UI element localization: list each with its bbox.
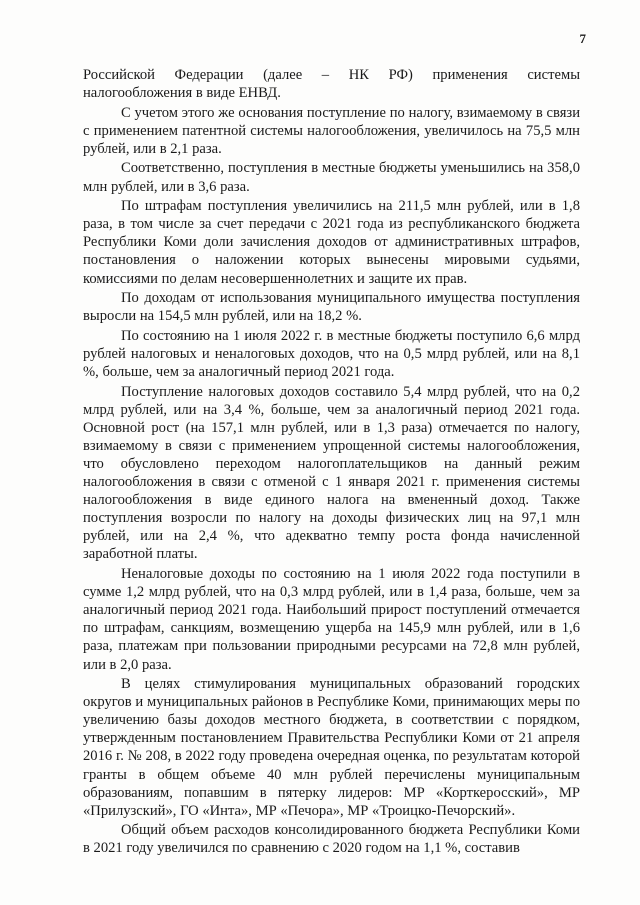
paragraph-grants: В целях стимулирования муниципальных образований городских округов и муниципальных районов в Республике Коми, принимающих меры по увеличению базы доходов местного бюджета, в соответствии с порядком, утвержденным постановлением Правительства Республики Коми от 21 апреля 2016 г. № 208, в 2022 году проведена очередная оценка, по результатам которой гранты в общем объеме 40 млн рублей перечислены муниципальным образованиям, попавшим в пятерку лидеров: МР «Корткеросский», МР «Прилузский», ГО «Инта», МР «Печора», МР «Троицко-Печорский».	[83, 676, 580, 819]
paragraph-patent-system: С учетом этого же основания поступление по налогу, взимаемому в связи с применением патентной системы налогообложения, увеличилось на 75,5 млн рублей, или в 2,1 раза.	[83, 104, 580, 157]
paragraph-fines: По штрафам поступления увеличились на 211,5 млн рублей, или в 1,8 раза, в том числе за счет передачи с 2021 года из республиканского бюджета Республики Коми доли зачисления доходов от административных штрафов, постановления о наложении которых вынесены мировыми судьями, комиссиями по делам несовершеннолетних и защите их прав.	[83, 198, 580, 287]
document-body	[83, 66, 580, 858]
paragraph-municipal-property-income: По доходам от использования муниципального имущества поступления выросли на 154,5 млн рублей, или на 18,2 %.	[83, 290, 580, 325]
paragraph-expenditures: Общий объем расходов консолидированного бюджета Республики Коми в 2021 году увеличился по сравнению с 2020 годом на 1,1 %, составив	[83, 822, 580, 857]
paragraph-july-2022-revenue: По состоянию на 1 июля 2022 г. в местные бюджеты поступило 6,6 млрд рублей налоговых и неналоговых доходов, что на 0,5 млрд рублей, или на 8,1 %, больше, чем за аналогичный период 2021 года.	[83, 327, 580, 380]
paragraph-non-tax-revenue: Неналоговые доходы по состоянию на 1 июля 2022 года поступили в сумме 1,2 млрд рублей, что на 0,3 млрд рублей, или в 1,4 раза, больше, чем за аналогичный период 2021 года. Наибольший прирост поступлений отмечается по штрафам, санкциям, возмещению ущерба на 145,9 млн рублей, или в 1,6 раза, платежам при пользовании природными ресурсами на 72,8 млн рублей, или в 2,0 раза.	[83, 566, 580, 673]
paragraph-local-budgets-decrease: Соответственно, поступления в местные бюджеты уменьшились на 358,0 млн рублей, или в 3,6 раза.	[83, 160, 580, 195]
page-number: 7	[579, 31, 586, 46]
paragraph-envd-continuation: Российской Федерации (далее – НК РФ) применения системы налогообложения в виде ЕНВД.	[83, 67, 580, 102]
paragraph-tax-revenue: Поступление налоговых доходов составило 5,4 млрд рублей, что на 0,2 млрд рублей, или на 3,4 %, больше, чем за аналогичный период 2021 года. Основной рост (на 157,1 млн рублей, или в 1,3 раза) отмечается по налогу, взимаемому в связи с применением упрощенной системы налогообложения, что обусловлено переходом налогоплательщиков на данный режим налогообложения в связи с отменой с 1 января 2021 г. применения системы налогообложения в виде единого налога на вмененный доход. Также поступления возросли по налогу на доходы физических лиц на 97,1 млн рублей, или на 2,4 %, что адекватно темпу роста фонда начисленной заработной платы.	[83, 383, 580, 563]
